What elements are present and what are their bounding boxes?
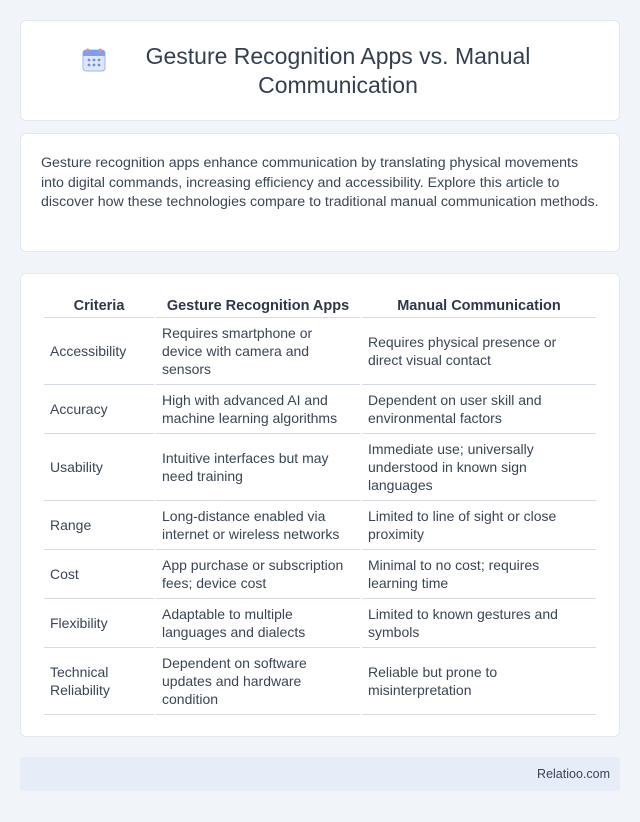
cell-criteria: Cost xyxy=(44,550,154,599)
header-criteria: Criteria xyxy=(44,294,154,318)
footer-bar xyxy=(20,757,620,791)
cell-manual: Minimal to no cost; requires learning time xyxy=(362,550,596,599)
cell-criteria: Accuracy xyxy=(44,385,154,434)
table-row xyxy=(44,648,596,715)
header-manual-communication: Manual Communication xyxy=(362,294,596,318)
cell-manual: Immediate use; universally understood in known sign languages xyxy=(362,434,596,501)
table-row xyxy=(44,385,596,434)
cell-criteria: Usability xyxy=(44,434,154,501)
cell-criteria: Flexibility xyxy=(44,599,154,648)
cell-gesture: Dependent on software updates and hardware condition xyxy=(156,648,360,715)
cell-criteria: Technical Reliability xyxy=(44,648,154,715)
cell-gesture: Adaptable to multiple languages and dialects xyxy=(156,599,360,648)
cell-gesture: High with advanced AI and machine learning algorithms xyxy=(156,385,360,434)
comparison-table xyxy=(42,294,598,715)
footer-site-name: Relatioo.com xyxy=(537,767,610,781)
title-wrap xyxy=(82,42,558,100)
table-row xyxy=(44,318,596,385)
cell-manual: Dependent on user skill and environmental factors xyxy=(362,385,596,434)
page-title: Gesture Recognition Apps vs. Manual Communication xyxy=(145,42,531,98)
table-row xyxy=(44,550,596,599)
cell-gesture: Requires smartphone or device with camera and sensors xyxy=(156,318,360,385)
cell-gesture: Long-distance enabled via internet or wireless networks xyxy=(156,501,360,550)
cell-manual: Reliable but prone to misinterpretation xyxy=(362,648,596,715)
table-row xyxy=(44,434,596,501)
cell-criteria: Accessibility xyxy=(44,318,154,385)
cell-manual: Limited to known gestures and symbols xyxy=(362,599,596,648)
title-card xyxy=(20,20,620,121)
cell-criteria: Range xyxy=(44,501,154,550)
comparison-card xyxy=(20,273,620,737)
table-header-row xyxy=(44,294,596,318)
intro-paragraph: Gesture recognition apps enhance communication by translating physical movements into digital commands, increasing efficiency and accessibility. Explore this article to discover how these technologies compare to traditional manual communication methods. xyxy=(41,155,599,210)
table-row xyxy=(44,501,596,550)
table-row xyxy=(44,599,596,648)
intro-card xyxy=(20,133,620,252)
cell-manual: Requires physical presence or direct visual contact xyxy=(362,318,596,385)
cell-gesture: App purchase or subscription fees; device cost xyxy=(156,550,360,599)
cell-manual: Limited to line of sight or close proximity xyxy=(362,501,596,550)
cell-gesture: Intuitive interfaces but may need training xyxy=(156,434,360,501)
calendar-grid-icon xyxy=(82,48,106,72)
header-gesture-apps: Gesture Recognition Apps xyxy=(156,294,360,318)
